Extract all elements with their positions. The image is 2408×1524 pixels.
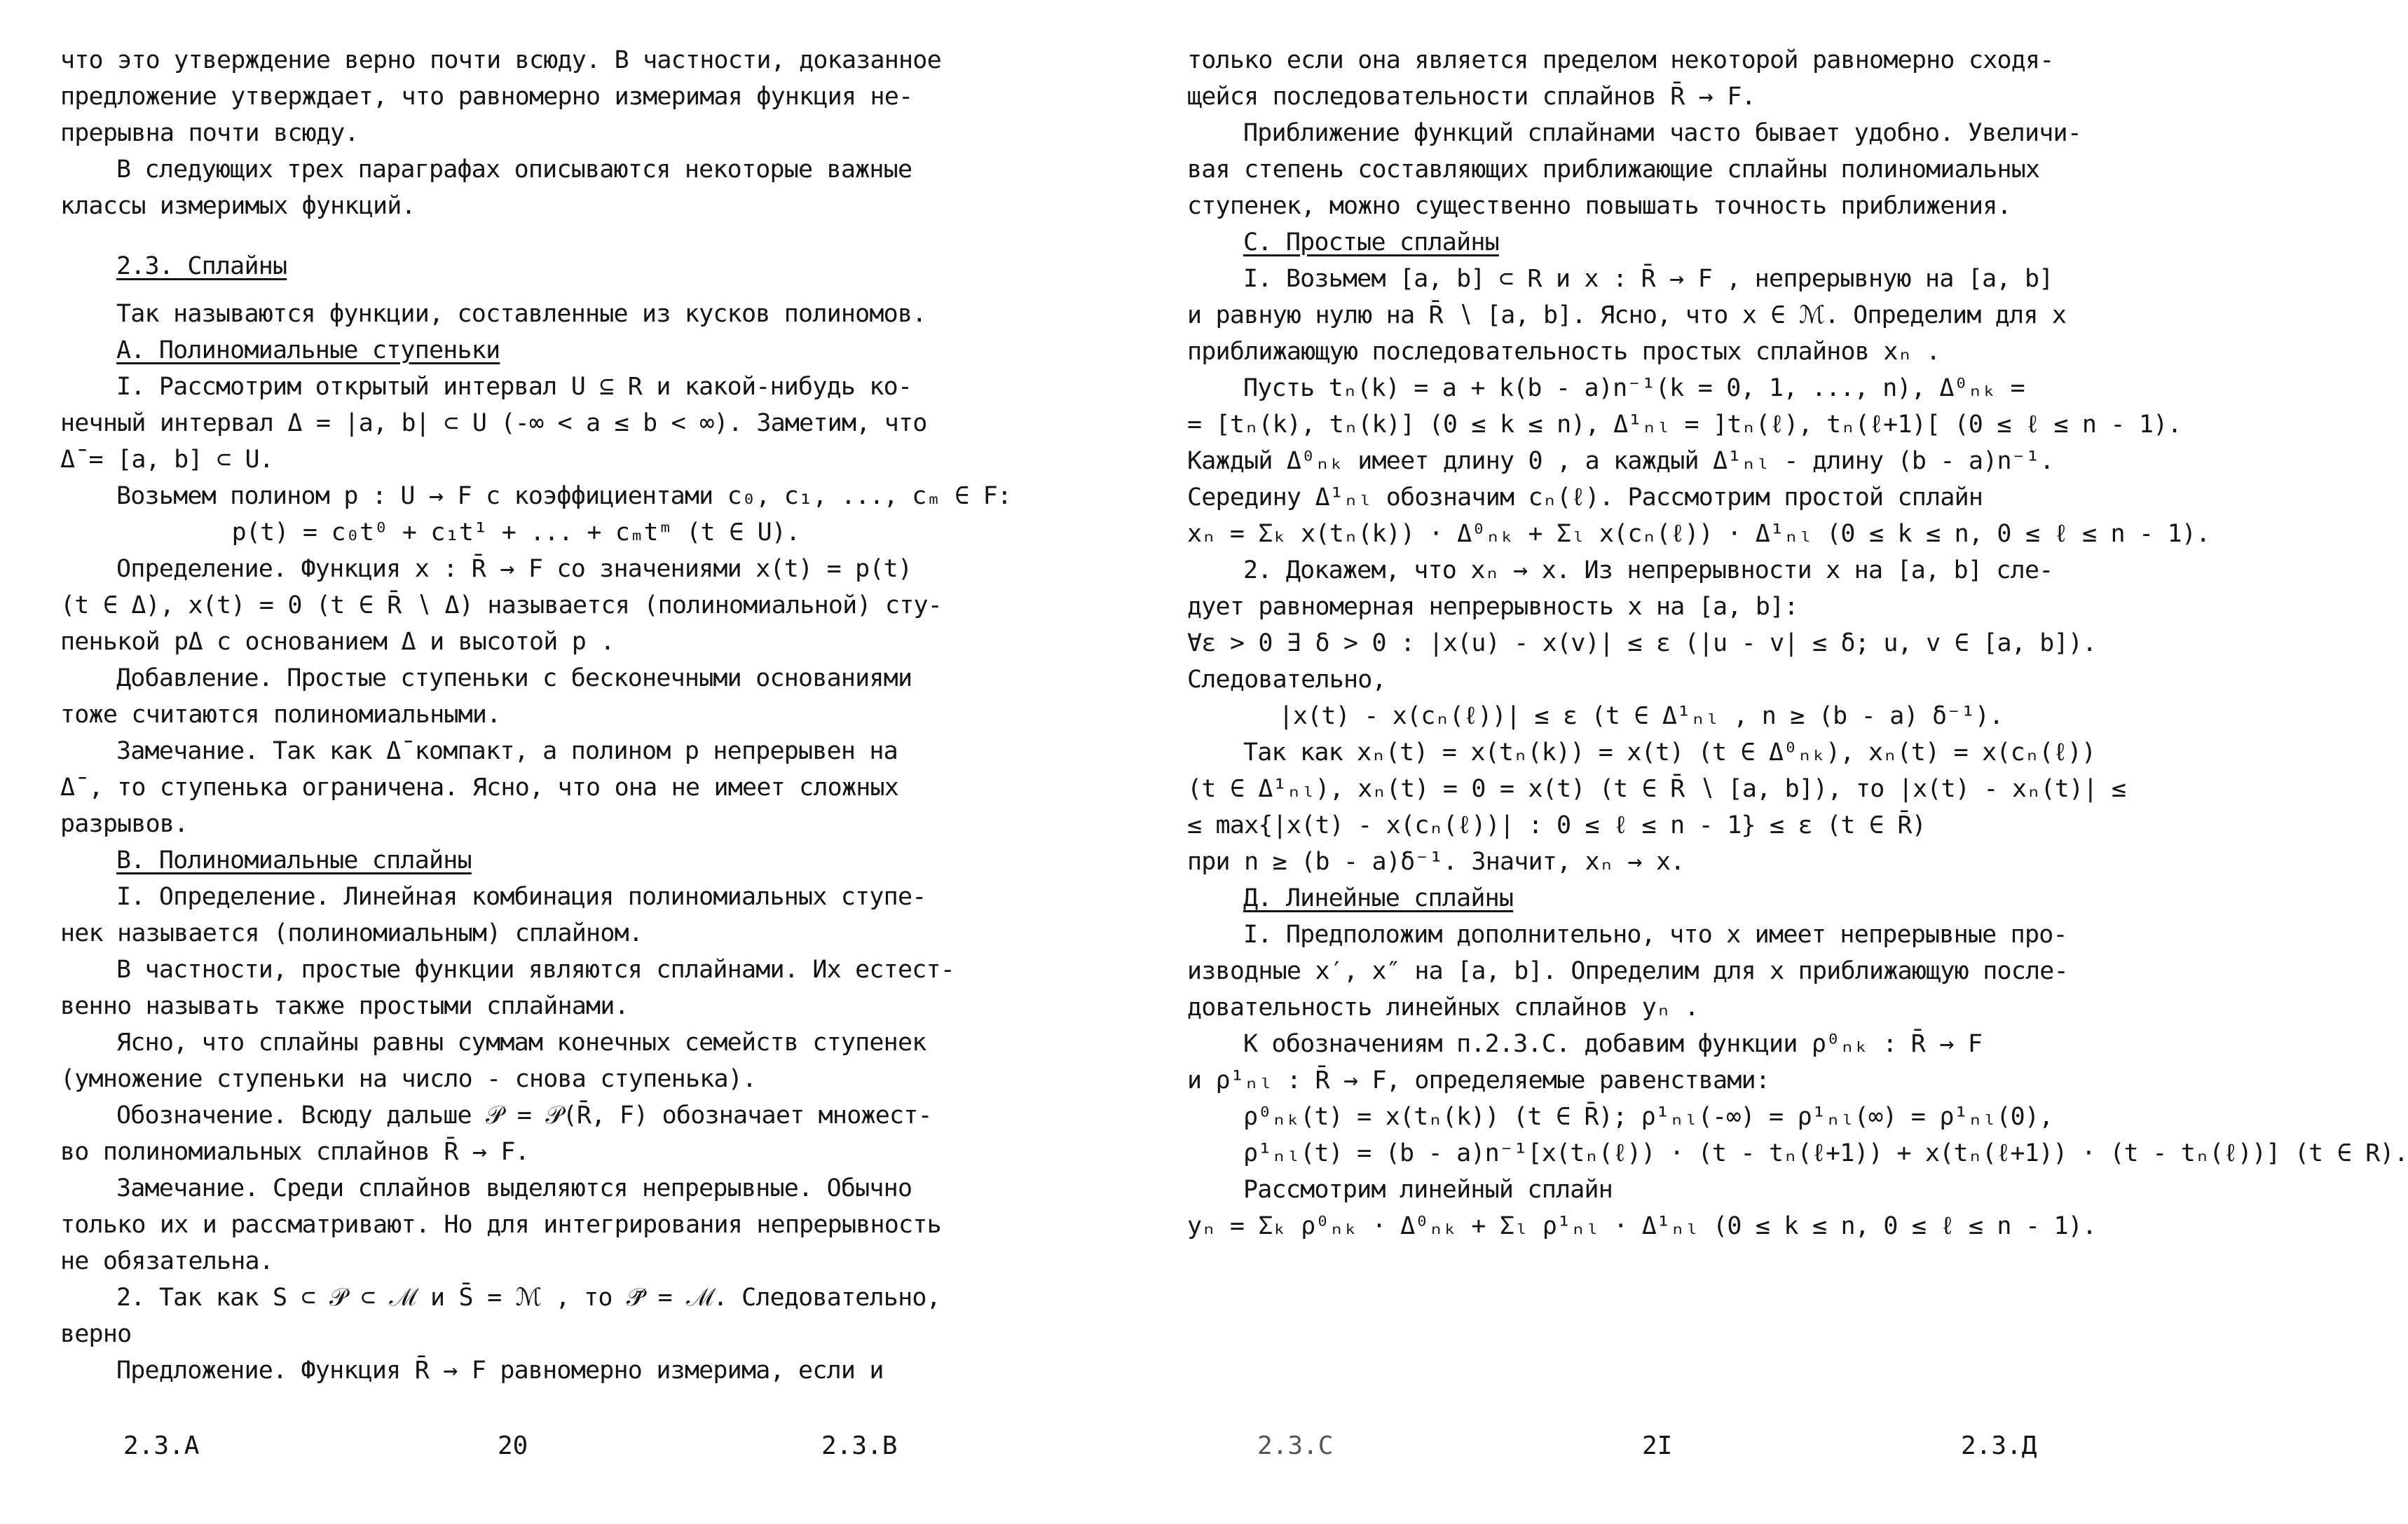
page-number: 2I (1642, 1432, 1673, 1460)
text-line: 2. Так как S ⊂ 𝒫 ⊂ ℳ и S̄ = ℳ , то 𝒫̄ = ℳ. Следовательно, (116, 1284, 940, 1312)
text-line: ступенек, можно существенно повышать точность приближения. (1187, 192, 2011, 220)
subsection-heading: Д. Линейные сплайны (1243, 884, 1514, 912)
text-line: приближающую последовательность простых сплайнов xₙ . (1187, 338, 1941, 366)
formula-line: p(t) = c₀t⁰ + c₁t¹ + ... + cₘtᵐ (t ∈ U). (231, 519, 800, 547)
footer-section-right: 2.3.Д (1961, 1432, 2037, 1460)
text-line: довательность линейных сплайнов yₙ . (1187, 994, 1699, 1022)
text-line: ≤ max{|x(t) - x(cₙ(ℓ))| : 0 ≤ ℓ ≤ n - 1} ≤ ε (t ∈ R̄) (1187, 811, 1926, 839)
text-line: Возьмем полином p : U → F с коэффициентами c₀, c₁, ..., cₘ ∈ F: (116, 482, 1012, 510)
text-line: Рассмотрим линейный сплайн (1243, 1176, 1613, 1204)
text-line: Δ̄ = [a, b] ⊂ U. (60, 446, 274, 474)
text-line: (t ∈ Δ), x(t) = 0 (t ∈ R̄ ∖ Δ) называется (полиномиальной) сту- (60, 591, 943, 619)
text-line: предложение утверждает, что равномерно измеримая функция не- (60, 83, 913, 111)
text-line: что это утверждение верно почти всюду. В частности, доказанное (60, 46, 941, 74)
text-line: = [tₙ(k), tₙ(k)] (0 ≤ k ≤ n), Δ¹ₙₗ = ]tₙ(ℓ), tₙ(ℓ+1)[ (0 ≤ ℓ ≤ n - 1). (1187, 411, 2182, 439)
text-line: вая степень составляющих приближающие сплайны полиномиальных (1187, 156, 2040, 184)
right-page (1057, 0, 2408, 1524)
text-line: Добавление. Простые ступеньки с бесконечными основаниями (116, 664, 912, 692)
text-line: пенькой pΔ с основанием Δ и высотой p . (60, 628, 615, 656)
formula-line: xₙ = Σₖ x(tₙ(k)) · Δ⁰ₙₖ + Σₗ x(cₙ(ℓ)) · Δ¹ₙₗ (0 ≤ k ≤ n, 0 ≤ ℓ ≤ n - 1). (1187, 520, 2210, 548)
text-line: I. Рассмотрим открытый интервал U ⊆ R и какой-нибудь ко- (116, 373, 912, 401)
text-line: нек называется (полиномиальным) сплайном. (60, 919, 643, 947)
text-line: Так называются функции, составленные из кусков полиномов. (116, 300, 926, 328)
right-text-column (1187, 42, 2408, 1244)
text-line: Каждый Δ⁰ₙₖ имеет длину 0 , а каждый Δ¹ₙₗ - длину (b - a)n⁻¹. (1187, 447, 2054, 475)
footer-section-left: 2.3.А (123, 1432, 200, 1460)
text-line: Середину Δ¹ₙₗ обозначим cₙ(ℓ). Рассмотрим простой сплайн (1187, 483, 1983, 512)
text-line: В следующих трех параграфах описываются некоторые важные (116, 156, 912, 184)
text-line: венно называть также простыми сплайнами. (60, 992, 629, 1020)
text-line: изводные x′, x″ на [a, b]. Определим для x приближающую после- (1187, 957, 2068, 985)
text-line: Приближение функций сплайнами часто бывает удобно. Увеличи- (1243, 119, 2082, 147)
text-line: Замечание. Так как Δ̄ компакт, а полином p непрерывен на (116, 737, 898, 765)
text-line: тоже считаются полиномиальными. (60, 701, 501, 729)
formula-line: yₙ = Σₖ ρ⁰ₙₖ · Δ⁰ₙₖ + Σₗ ρ¹ₙₗ · Δ¹ₙₗ (0 ≤ k ≤ n, 0 ≤ ℓ ≤ n - 1). (1187, 1212, 2097, 1240)
text-line: классы измеримых функций. (60, 192, 416, 220)
left-text-column (60, 42, 1012, 1389)
formula-line: |x(t) - x(cₙ(ℓ))| ≤ ε (t ∈ Δ¹ₙₗ , n ≥ (b - a) δ⁻¹). (1278, 702, 2004, 730)
text-line: Ясно, что сплайны равны суммам конечных семейств ступенек (116, 1029, 926, 1057)
footer-section-right: 2.3.В (821, 1432, 898, 1460)
formula-line: ρ¹ₙₗ(t) = (b - a)n⁻¹[x(tₙ(ℓ)) · (t - tₙ(ℓ+1)) + x(tₙ(ℓ+1)) · (t - tₙ(ℓ))] (t ∈ R). (1243, 1139, 2408, 1167)
formula-line: ρ⁰ₙₖ(t) = x(tₙ(k)) (t ∈ R̄); ρ¹ₙₗ(-∞) = ρ¹ₙₗ(∞) = ρ¹ₙₗ(0), (1243, 1103, 2053, 1131)
text-line: Δ̄ , то ступенька ограничена. Ясно, что она не имеет сложных (60, 774, 899, 802)
text-line: В частности, простые функции являются сплайнами. Их естест- (116, 956, 955, 984)
footer-section-left: 2.3.С (1257, 1432, 1334, 1460)
text-line: Так как xₙ(t) = x(tₙ(k)) = x(t) (t ∈ Δ⁰ₙₖ), xₙ(t) = x(cₙ(ℓ)) (1243, 739, 2096, 767)
text-line: I. Предположим дополнительно, что x имеет непрерывные про- (1243, 921, 2067, 949)
text-line: (умножение ступеньки на число - снова ступенька). (60, 1065, 757, 1093)
text-line: К обозначениям п.2.3.С. добавим функции ρ⁰ₙₖ : R̄ → F (1243, 1030, 1983, 1058)
text-line: прерывна почти всюду. (60, 119, 359, 147)
section-heading: 2.3. Сплайны (116, 252, 287, 280)
proposition-line: Предложение. Функция R̄ → F равномерно измерима, если и (116, 1357, 884, 1385)
subsection-heading: А. Полиномиальные ступеньки (116, 336, 500, 364)
subsection-heading: В. Полиномиальные сплайны (116, 846, 472, 874)
text-line: Следовательно, (1187, 666, 1386, 694)
text-line: 2. Докажем, что xₙ → x. Из непрерывности x на [a, b] сле- (1243, 556, 2053, 584)
text-line: щейся последовательности сплайнов R̄ → F. (1187, 83, 1756, 111)
text-line: и ρ¹ₙₗ : R̄ → F, определяемые равенствами: (1187, 1066, 1770, 1094)
text-line: Пусть tₙ(k) = a + k(b - a)n⁻¹(k = 0, 1, ..., n), Δ⁰ₙₖ = (1243, 374, 2025, 402)
left-page (0, 0, 1057, 1524)
text-line: нечный интервал Δ = |a, b| ⊂ U (-∞ < a ≤ b < ∞). Заметим, что (60, 409, 927, 437)
text-line: при n ≥ (b - a)δ⁻¹. Значит, xₙ → x. (1187, 848, 1685, 876)
text-line: и равную нулю на R̄ ∖ [a, b]. Ясно, что x ∈ ℳ. Определим для x (1187, 301, 2067, 329)
subsection-heading: С. Простые сплайны (1243, 228, 1499, 256)
definition-line: Определение. Функция x : R̄ → F со значениями x(t) = p(t) (116, 555, 912, 583)
text-line: разрывов. (60, 810, 189, 838)
page-number: 20 (498, 1432, 528, 1460)
text-line: верно (60, 1320, 132, 1348)
text-line: дует равномерная непрерывность x на [a, b]: (1187, 593, 1798, 621)
text-line: только если она является пределом некоторой равномерно сходя- (1187, 46, 2054, 74)
remark-line: Замечание. Среди сплайнов выделяются непрерывные. Обычно (116, 1174, 912, 1202)
text-line: во полиномиальных сплайнов R̄ → F. (60, 1138, 529, 1166)
formula-line: ∀ε > 0 ∃ δ > 0 : |x(u) - x(v)| ≤ ε (|u - v| ≤ δ; u, v ∈ [a, b]). (1187, 629, 2097, 657)
text-line: I. Возьмем [a, b] ⊂ R и x : R̄ → F , непрерывную на [a, b] (1243, 265, 2053, 293)
text-line: (t ∈ Δ¹ₙₗ), xₙ(t) = 0 = x(t) (t ∈ R̄ ∖ [a, b]), то |x(t) - xₙ(t)| ≤ (1187, 775, 2126, 803)
notation-line: Обозначение. Всюду дальше 𝒫 = 𝒫(R̄, F) обозначает множест- (116, 1101, 932, 1130)
definition-line: I. Определение. Линейная комбинация полиномиальных ступе- (116, 883, 926, 911)
text-line: не обязательна. (60, 1247, 274, 1275)
text-line: только их и рассматривают. Но для интегрирования непрерывность (60, 1211, 941, 1239)
